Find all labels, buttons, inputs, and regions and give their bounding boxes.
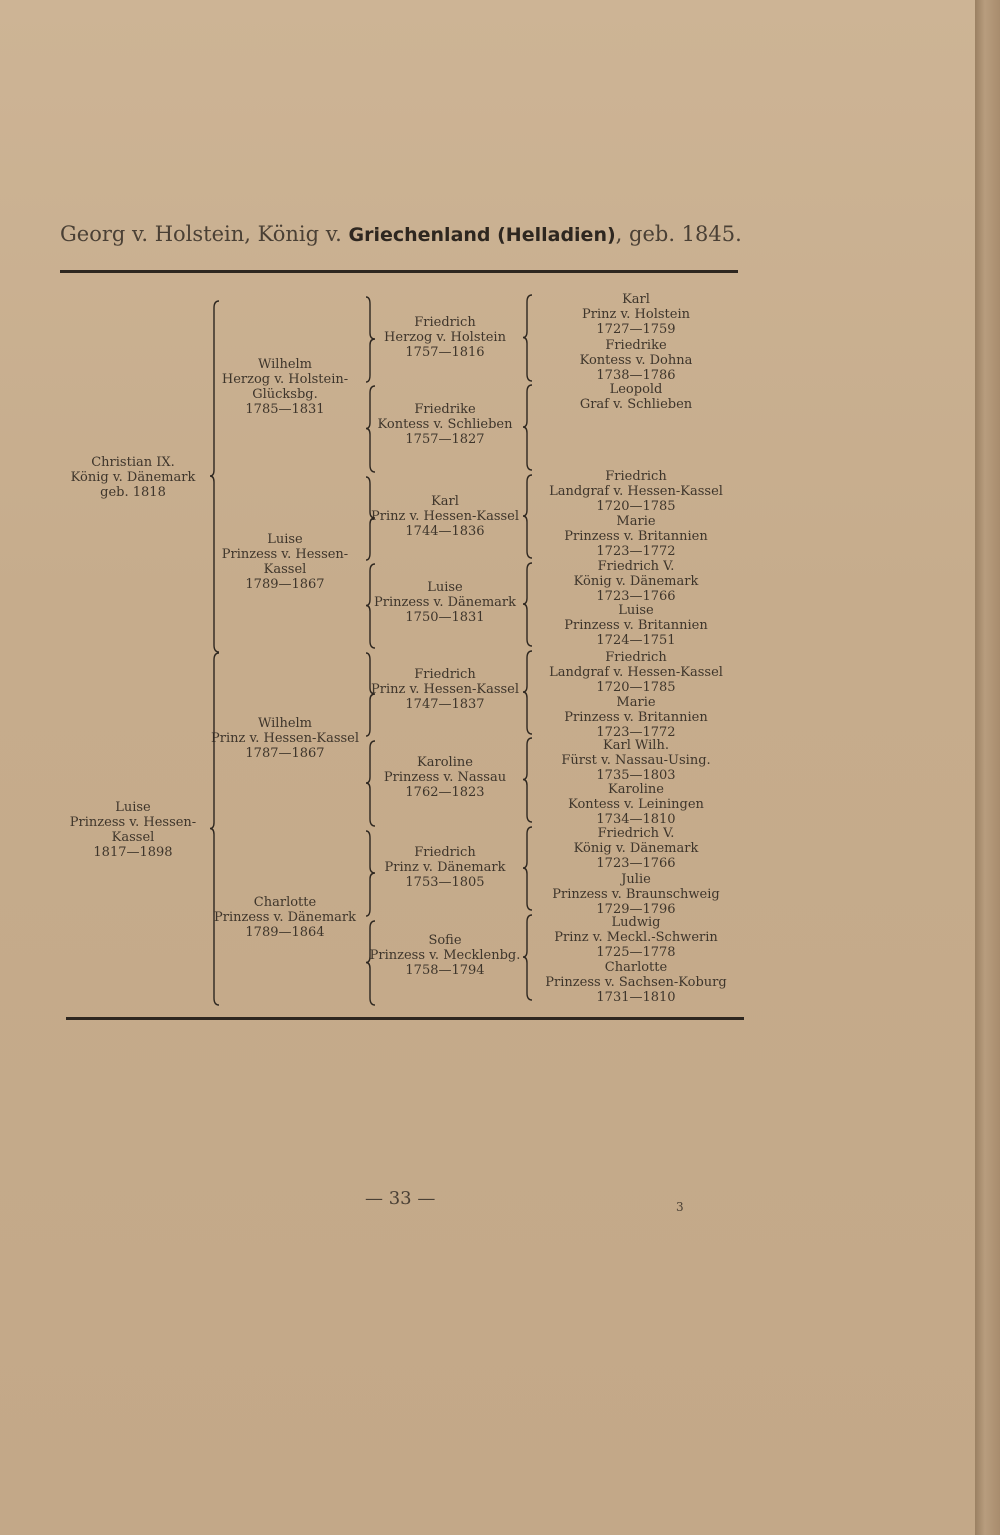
- generation-3-person: [371, 667, 519, 712]
- person-line: 1723—1772: [596, 544, 676, 559]
- brace-connector: [522, 294, 534, 383]
- person-name: Friedrike: [414, 402, 476, 417]
- person-line: Prinzess v. Nassau: [383, 770, 507, 785]
- person-line: Kassel: [263, 562, 307, 577]
- brace-connector: [522, 914, 534, 1002]
- generation-4-person: [564, 695, 707, 740]
- person-name: Luise: [618, 603, 654, 618]
- person-name: Friedrich V.: [597, 559, 675, 574]
- generation-3-person: [371, 494, 519, 539]
- person-name: Friedrich: [605, 469, 667, 484]
- person-line: Prinzess v. Dänemark: [214, 910, 356, 925]
- person-name: Friedrich: [605, 650, 667, 665]
- generation-4-person: [574, 559, 699, 604]
- person-name: Luise: [267, 532, 303, 547]
- generation-4-person: [564, 514, 707, 559]
- generation-3-person: [384, 315, 506, 360]
- generation-4-person: [552, 872, 719, 917]
- person-line: Herzog v. Holstein-: [221, 372, 349, 387]
- generation-3-person: [370, 933, 521, 978]
- person-line: 1729—1796: [596, 902, 676, 917]
- person-line: Landgraf v. Hessen-Kassel: [549, 665, 723, 680]
- person-line: 1720—1785: [596, 680, 676, 695]
- generation-4-person: [568, 782, 704, 827]
- brace-connector: [365, 920, 377, 1007]
- person-line: Prinzess v. Dänemark: [374, 595, 516, 610]
- person-line: 1750—1831: [405, 610, 485, 625]
- person-line: Prinz v. Holstein: [582, 307, 690, 322]
- person-line: Prinzess v. Britannien: [564, 710, 708, 725]
- generation-4-person: [545, 960, 726, 1005]
- person-name: Friedrich: [414, 845, 476, 860]
- generation-2-person: [214, 895, 356, 940]
- generation-4-person: [580, 382, 692, 412]
- person-line: 1720—1785: [596, 499, 676, 514]
- generation-1-person: [70, 800, 196, 860]
- person-line: 1734—1810: [596, 812, 676, 827]
- person-name: Ludwig: [611, 915, 661, 930]
- person-line: 1785—1831: [245, 402, 325, 417]
- person-line: Kassel: [111, 830, 155, 845]
- person-line: 1758—1794: [405, 963, 485, 978]
- person-line: Kontess v. Leiningen: [568, 797, 704, 812]
- person-line: Graf v. Schlieben: [579, 397, 693, 412]
- person-line: König v. Dänemark: [573, 841, 699, 856]
- generation-3-person: [384, 755, 506, 800]
- brace-connector: [365, 385, 377, 474]
- person-line: Kontess v. Schlieben: [377, 417, 513, 432]
- person-line: 1738—1786: [596, 368, 676, 383]
- person-line: 1723—1766: [596, 589, 676, 604]
- person-line: König v. Dänemark: [573, 574, 699, 589]
- person-line: 1727—1759: [596, 322, 676, 337]
- person-name: Wilhelm: [258, 357, 312, 372]
- person-name: Christian IX.: [91, 455, 175, 470]
- person-line: 1789—1864: [245, 925, 325, 940]
- person-line: Landgraf v. Hessen-Kassel: [549, 484, 723, 499]
- page-edge: [975, 0, 1000, 1535]
- brace-connector: [522, 826, 534, 912]
- person-name: Karl Wilh.: [603, 738, 669, 753]
- brace-connector: [365, 830, 377, 918]
- person-line: 1757—1816: [405, 345, 485, 360]
- page-number: — 33 —: [365, 1188, 436, 1209]
- title-bold: Griechenland (Helladien): [348, 224, 616, 246]
- generation-4-person: [582, 292, 690, 337]
- brace-connector: [365, 563, 377, 650]
- brace-connector: [365, 652, 377, 738]
- person-name: Sofie: [428, 933, 462, 948]
- person-name: Karoline: [417, 755, 473, 770]
- person-name: Friedrike: [605, 338, 667, 353]
- person-line: Glücksbg.: [252, 387, 318, 402]
- person-name: Marie: [616, 514, 656, 529]
- page-title: [60, 222, 742, 246]
- person-name: Wilhelm: [258, 716, 312, 731]
- brace-connector: [522, 474, 534, 560]
- person-line: Prinzess v. Hessen-: [221, 547, 349, 562]
- person-line: 1724—1751: [596, 633, 676, 648]
- person-line: Prinzess v. Braunschweig: [552, 887, 720, 902]
- person-line: Prinzess v. Britannien: [564, 618, 708, 633]
- generation-4-person: [554, 915, 718, 960]
- person-line: 1757—1827: [405, 432, 485, 447]
- brace-connector: [365, 296, 377, 384]
- person-line: 1723—1772: [596, 725, 676, 740]
- person-line: Prinz v. Meckl.-Schwerin: [554, 930, 718, 945]
- person-name: Karl: [431, 494, 459, 509]
- brace-connector: [522, 562, 534, 648]
- person-line: Prinzess v. Hessen-: [69, 815, 197, 830]
- person-line: 1725—1778: [596, 945, 676, 960]
- generation-1-person: [71, 455, 196, 500]
- person-name: Charlotte: [604, 960, 668, 975]
- title-prefix: Georg v. Holstein, König v.: [60, 222, 349, 246]
- generation-4-person: [561, 738, 710, 783]
- person-line: Prinzess v. Britannien: [564, 529, 708, 544]
- person-name: Karl: [622, 292, 650, 307]
- person-name: Luise: [427, 580, 463, 595]
- brace-connector: [365, 740, 377, 828]
- generation-2-person: [211, 716, 359, 761]
- generation-4-person: [574, 826, 699, 871]
- person-name: Marie: [616, 695, 656, 710]
- person-line: 1723—1766: [596, 856, 676, 871]
- person-line: 1731—1810: [596, 990, 676, 1005]
- generation-2-person: [222, 532, 348, 592]
- person-line: 1735—1803: [596, 768, 676, 783]
- person-line: Prinzess v. Mecklenbg.: [369, 948, 521, 963]
- generation-3-person: [378, 402, 513, 447]
- person-line: Prinz v. Hessen-Kassel: [370, 509, 520, 524]
- top-rule: [60, 270, 738, 273]
- generation-4-person: [549, 469, 723, 514]
- person-line: Prinzess v. Sachsen-Koburg: [545, 975, 727, 990]
- generation-3-person: [385, 845, 506, 890]
- person-name: Charlotte: [253, 895, 317, 910]
- generation-2-person: [222, 357, 348, 417]
- person-line: Prinz v. Dänemark: [384, 860, 506, 875]
- person-line: Herzog v. Holstein: [384, 330, 506, 345]
- person-line: 1789—1867: [245, 577, 325, 592]
- person-line: 1762—1823: [405, 785, 485, 800]
- brace-connector: [522, 737, 534, 824]
- person-name: Friedrich V.: [597, 826, 675, 841]
- person-name: Friedrich: [414, 667, 476, 682]
- brace-connector: [522, 384, 534, 472]
- person-line: Prinz v. Hessen-Kassel: [370, 682, 520, 697]
- person-name: Leopold: [609, 382, 663, 397]
- person-line: 1747—1837: [405, 697, 485, 712]
- person-line: geb. 1818: [100, 485, 166, 500]
- title-suffix: , geb. 1845.: [615, 222, 742, 246]
- person-line: 1744—1836: [405, 524, 485, 539]
- generation-3-person: [374, 580, 516, 625]
- bottom-rule: [66, 1017, 744, 1020]
- person-name: Karoline: [608, 782, 664, 797]
- person-name: Friedrich: [414, 315, 476, 330]
- brace-connector: [209, 652, 221, 1007]
- person-name: Julie: [621, 872, 651, 887]
- generation-4-person: [549, 650, 723, 695]
- generation-4-person: [564, 603, 707, 648]
- person-line: Prinz v. Hessen-Kassel: [210, 731, 360, 746]
- brace-connector: [365, 476, 377, 562]
- person-line: 1787—1867: [245, 746, 325, 761]
- signature-mark: 3: [676, 1200, 684, 1214]
- brace-connector: [209, 300, 221, 654]
- generation-4-person: [580, 338, 693, 383]
- person-name: Luise: [115, 800, 151, 815]
- person-line: 1753—1805: [405, 875, 485, 890]
- person-line: Kontess v. Dohna: [579, 353, 693, 368]
- person-line: König v. Dänemark: [70, 470, 196, 485]
- person-line: Fürst v. Nassau-Using.: [561, 753, 711, 768]
- brace-connector: [522, 650, 534, 736]
- person-line: 1817—1898: [93, 845, 173, 860]
